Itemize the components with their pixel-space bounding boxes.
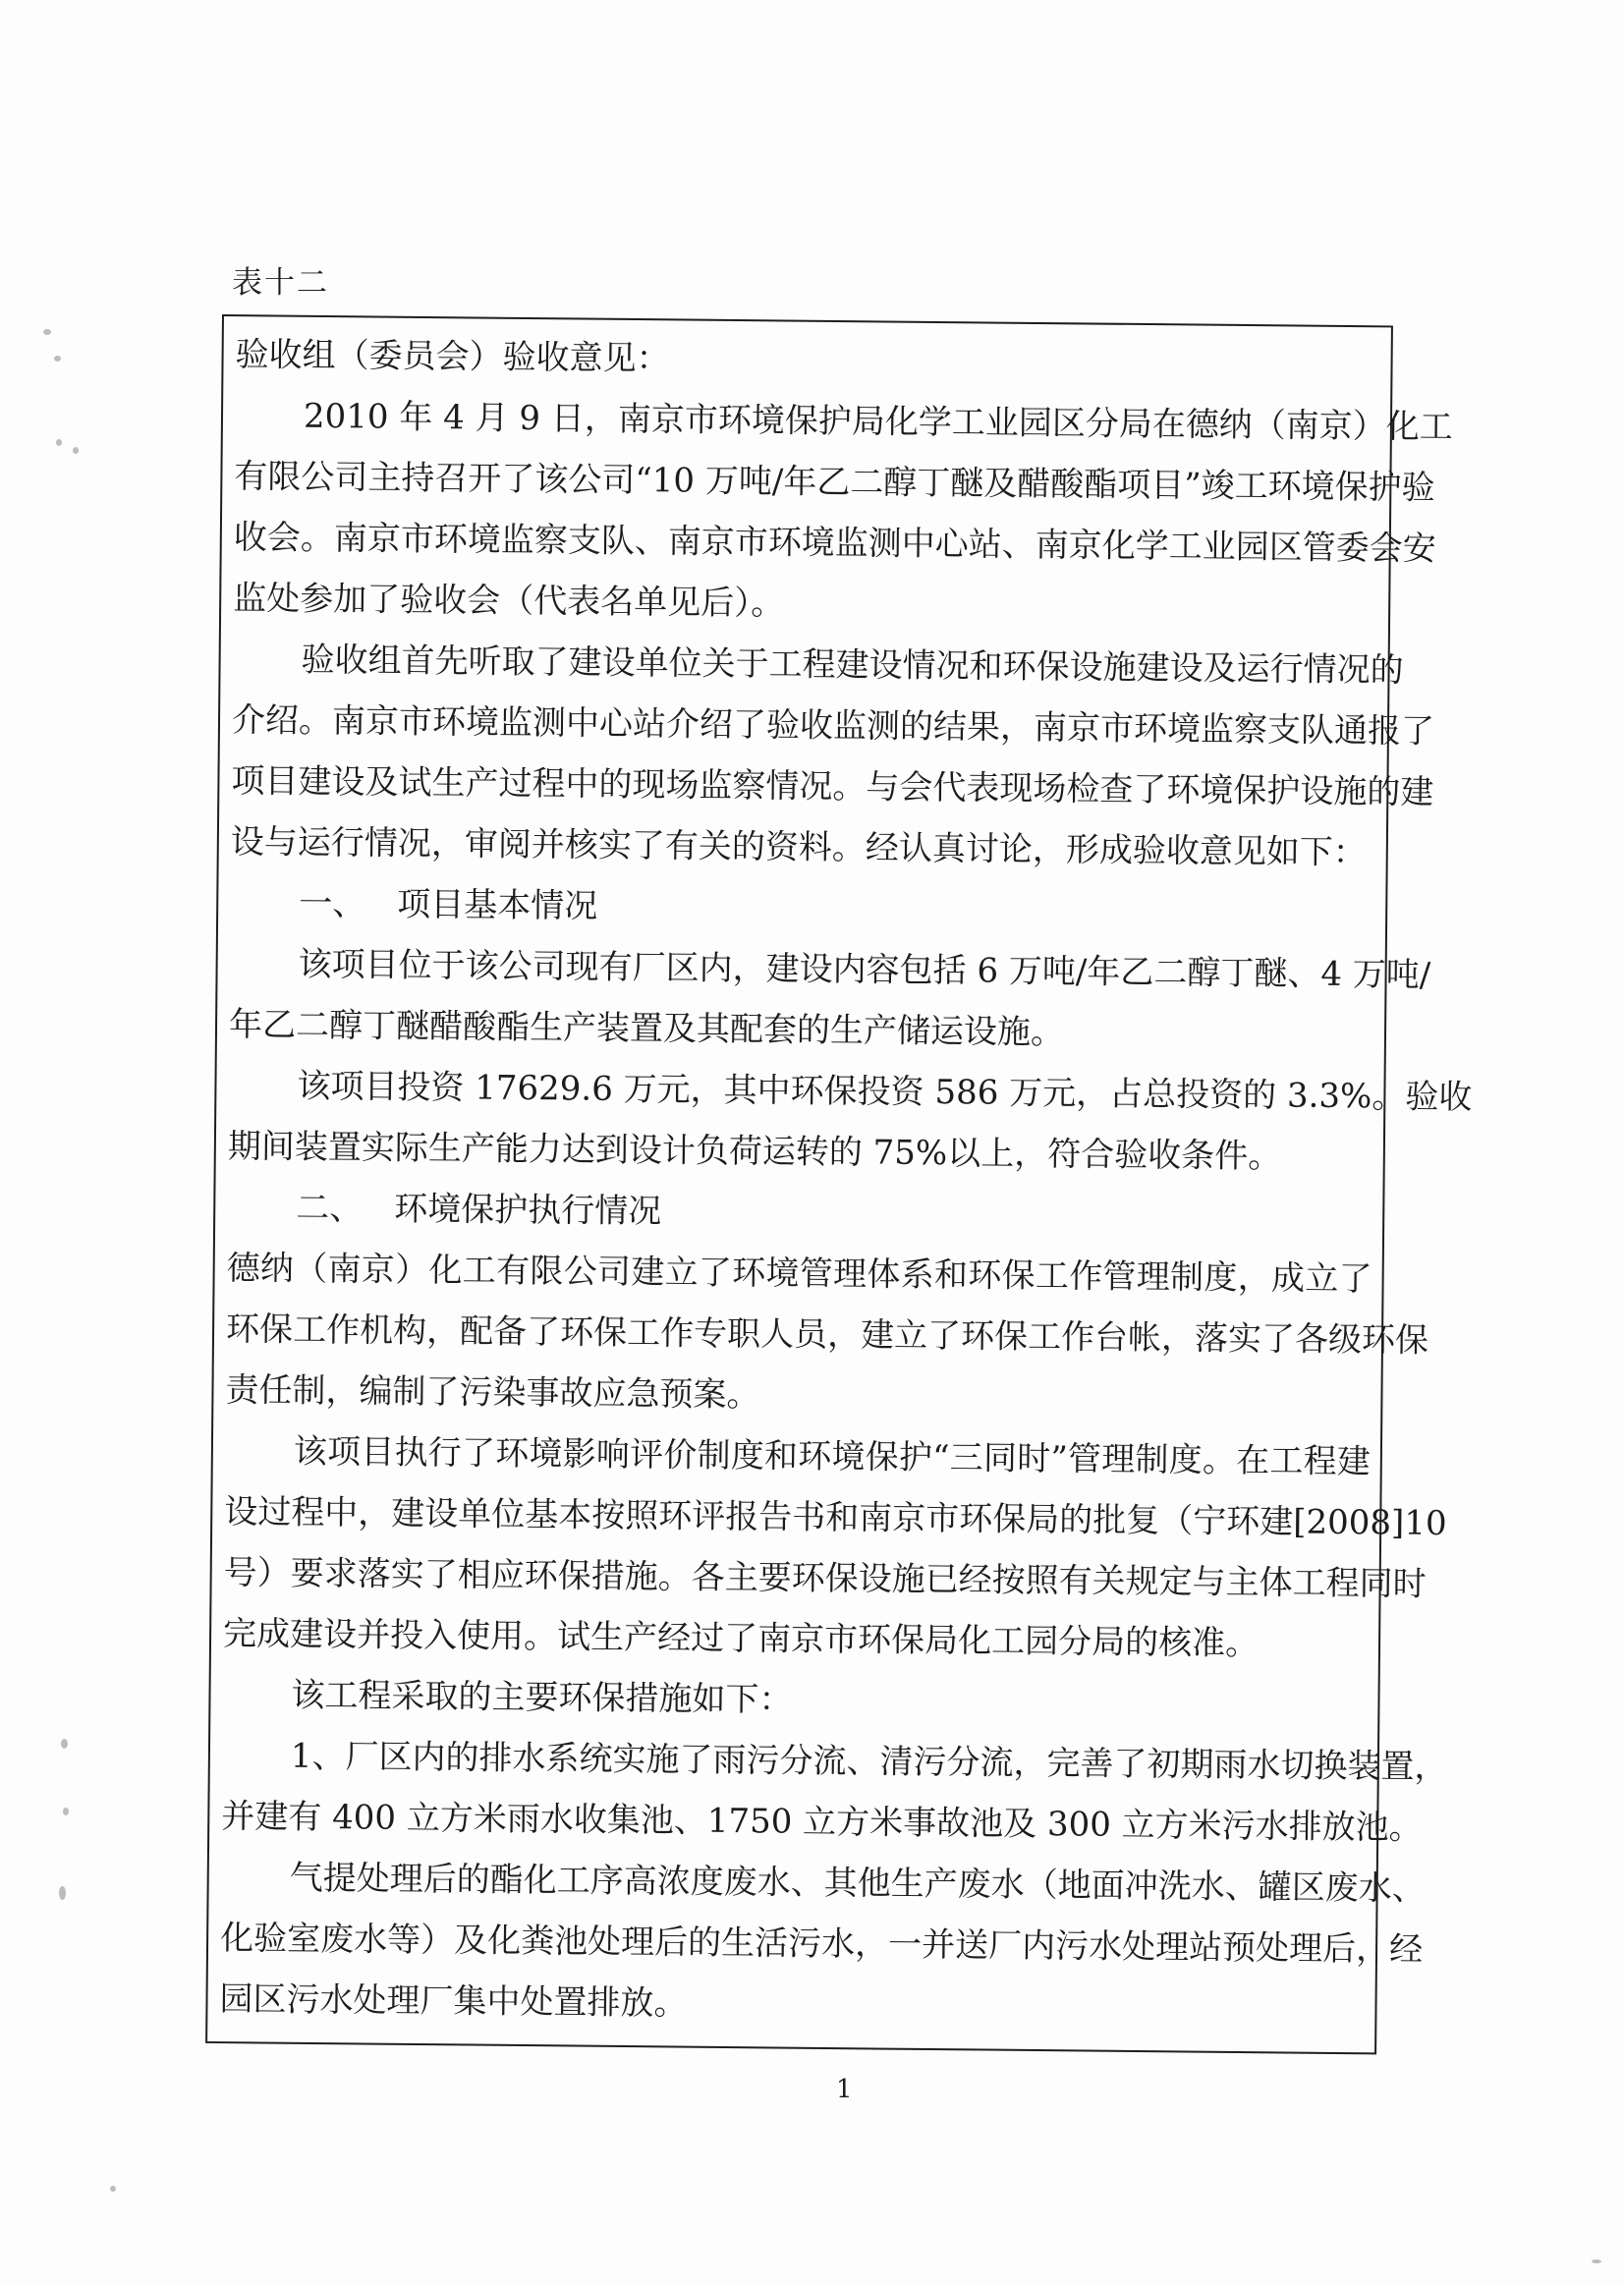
paragraph-line: 验收组首先听取了建设单位关于工程建设情况和环保设施建设及运行情况的: [301, 640, 1404, 691]
paragraph-line: 完成建设并投入使用。试生产经过了南京市环保局化工园分局的核准。: [222, 1614, 1260, 1664]
section-heading: [227, 1177, 1373, 1249]
paragraph-line: 期间装置实际生产能力达到设计负荷运转的 75%以上，符合验收条件。: [227, 1127, 1282, 1177]
scan-speck: [61, 1739, 68, 1749]
paragraph-line: 并建有 400 立方米雨水收集池、1750 立方米事故池及 300 立方米污水排放池。: [221, 1797, 1423, 1848]
paragraph-line: 年乙二醇丁醚醋酸酯生产装置及其配套的生产储运设施。: [228, 1005, 1065, 1053]
paragraph-line: 该项目位于该公司现有厂区内，建设内容包括 6 万吨/年乙二醇丁醚、4 万吨/: [298, 944, 1431, 995]
paragraph-line: 该项目执行了环境影响评价制度和环境保护“三同时”管理制度。在工程建: [293, 1431, 1372, 1482]
paragraph-line: 监处参加了验收会（代表名单见后）。: [233, 579, 785, 624]
paragraph-line: 项目建设及试生产过程中的现场监察情况。与会代表现场检查了环境保护设施的建: [231, 761, 1434, 812]
paragraph-line: 2010 年 4 月 9 日，南京市环境保护局化学工业园区分局在德纳（南京）化工: [303, 396, 1453, 448]
paragraph-line: 介绍。南京市环境监测中心站介绍了验收监测的结果，南京市环境监察支队通报了: [231, 700, 1435, 752]
opinion-content: [219, 324, 1473, 2040]
paragraph-line: 1、厂区内的排水系统实施了雨污分流、清污分流，完善了初期雨水切换装置，: [290, 1736, 1448, 1788]
paragraph-line: 设过程中，建设单位基本按照环评报告书和南京市环保局的批复（宁环建[2008]10: [224, 1492, 1447, 1544]
scan-speck: [59, 1886, 66, 1900]
opinion-box: [205, 314, 1473, 2054]
table-label: 表十二: [232, 265, 329, 301]
paragraph-line: 收会。南京市环境监察支队、南京市环境监测中心站、南京化学工业园区管委会安: [233, 518, 1436, 569]
paragraph-line: 环保工作机构，配备了环保工作专职人员，建立了环保工作台帐，落实了各级环保: [225, 1310, 1429, 1361]
opinion-heading: 验收组（委员会）验收意见：: [235, 335, 670, 379]
scan-speck: [54, 356, 61, 362]
paragraph-line: 化验室废水等）及化粪池处理后的生活污水，一并送厂内污水处理站预处理后，经: [219, 1919, 1424, 1970]
section-number: 二、: [296, 1188, 364, 1229]
section-title: 项目基本情况: [397, 884, 598, 926]
paragraph-line: 该工程采取的主要环保措施如下：: [291, 1675, 793, 1720]
page-number: 1: [836, 2075, 853, 2104]
scan-speck: [1592, 2259, 1601, 2263]
scan-speck: [73, 447, 79, 454]
section-title: 环境保护执行情况: [394, 1189, 662, 1232]
scan-speck: [56, 439, 62, 446]
section-heading: [230, 872, 1376, 944]
section-number: 一、: [299, 883, 366, 924]
paragraph-line: 气提处理后的酯化工序高浓度废水、其他生产废水（地面冲洗水、罐区废水、: [289, 1858, 1426, 1909]
paragraph-line: 园区污水处理厂集中处置排放。: [219, 1979, 688, 2024]
paragraph-line: 设与运行情况，审阅并核实了有关的资料。经认真讨论，形成验收意见如下：: [230, 822, 1367, 873]
scan-speck: [43, 329, 51, 335]
scan-speck: [110, 2186, 116, 2192]
paragraph-line: 德纳（南京）化工有限公司建立了环境管理体系和环保工作管理制度，成立了: [226, 1249, 1372, 1300]
paragraph-line: 号）要求落实了相应环保措施。各主要环保设施已经按照有关规定与主体工程同时: [223, 1553, 1427, 1604]
paragraph-line: 该项目投资 17629.6 万元，其中环保投资 586 万元，占总投资的 3.3%。验收: [297, 1066, 1473, 1118]
paragraph-line: 有限公司主持召开了该公司“10 万吨/年乙二醇丁醚及醋酸酯项目”竣工环境保护验: [234, 457, 1435, 508]
paragraph-line: 责任制，编制了污染事故应急预案。: [225, 1370, 760, 1416]
scan-speck: [63, 1808, 69, 1815]
